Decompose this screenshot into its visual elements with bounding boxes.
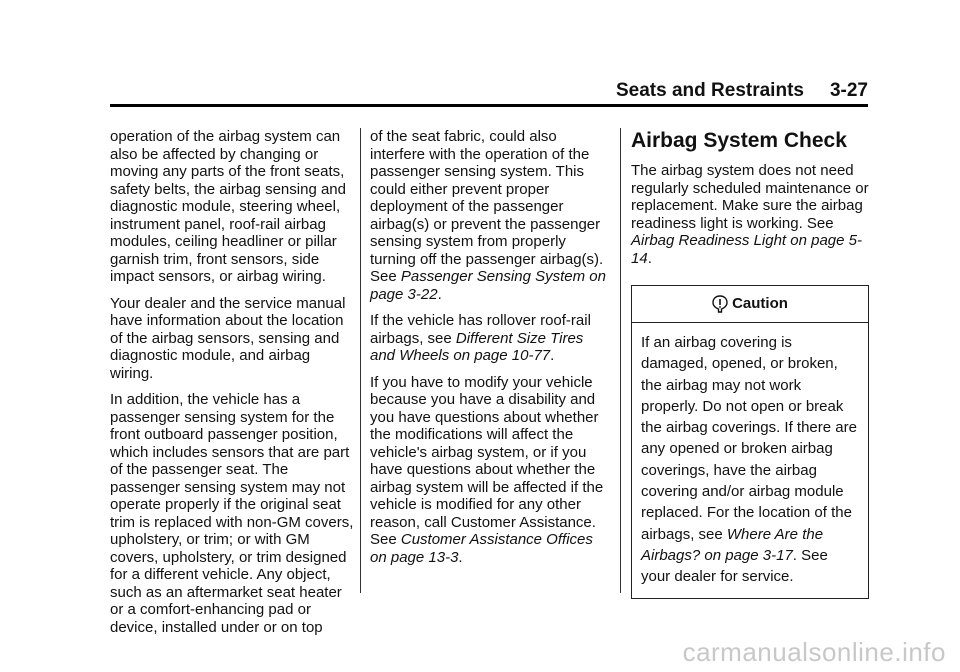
caution-text: If an airbag covering is damaged, opened, or broken, the airbag may not work properly. Do not open or break the airbag coverings. If there are any opened or broken airbag coverings, have the airbag covering and/or airbag module replaced. For the location of the airbags, see xyxy=(641,334,857,543)
paragraph-text: If you have to modify your vehicle because you have a disability and you have questions about whether the modifications will affect the vehicle's airbag system, or if you have questions about whether the airbag system will be affected if the vehicle is modified for any other reason, call Customer Assistance. See xyxy=(370,373,604,548)
paragraph xyxy=(370,312,610,365)
paragraph: Your dealer and the service manual have information about the location of the airbag sensors, sensing and diagnostic module, and airbag wiring. xyxy=(110,294,346,382)
caution-header xyxy=(632,286,868,323)
watermark: carmanualsonline.info xyxy=(682,637,946,667)
section-title-header: Seats and Restraints xyxy=(616,80,804,101)
paragraph-text: The airbag system does not need regularly scheduled maintenance or replacement. Make sure the airbag readiness light is working. See xyxy=(631,162,869,232)
column-3 xyxy=(631,128,869,599)
paragraph-text: of the seat fabric, could also interfere with the operation of the passenger sensing system. This could either prevent proper deployment of the passenger airbag(s) or prevent the passenger sensing system from properly turning off the passenger airbag(s). See xyxy=(370,128,604,285)
cross-reference-link[interactable]: Passenger Sensing System on page 3-22 xyxy=(370,268,606,303)
caution-label: Caution xyxy=(732,295,788,313)
caution-box xyxy=(631,285,869,599)
paragraph xyxy=(370,374,610,567)
page-header xyxy=(0,80,868,102)
column-divider xyxy=(360,128,361,593)
column-2 xyxy=(370,128,610,575)
column-divider xyxy=(620,128,621,593)
page-number: 3-27 xyxy=(829,80,868,101)
cross-reference-link[interactable]: Where Are the Airbags? on page 3-17 xyxy=(641,525,824,564)
cross-reference-link[interactable]: Airbag Readiness Light on page 5-14 xyxy=(631,232,862,267)
paragraph-text: . xyxy=(550,347,555,364)
paragraph-text: . xyxy=(437,285,442,303)
cross-reference-link[interactable]: Different Size Tires and Wheels on page 10-77 xyxy=(370,329,584,364)
header-rule xyxy=(110,104,868,107)
paragraph-text: . xyxy=(458,548,463,566)
paragraph: In addition, the vehicle has a passenger sensing system for the front outboard passenger position, which includes sensors that are part of the passenger seat. The passenger sensing system may not operate properly if the original seat trim is replaced with non-GM covers, upholstery, or trim; or with GM covers, upholstery, or trim designed for a different vehicle. Any object, such as an aftermarket seat heater or a comfort-enhancing pad or device, installed under or on top xyxy=(110,391,354,636)
caution-icon xyxy=(712,295,728,313)
caution-body xyxy=(632,323,868,598)
cross-reference-link[interactable]: Customer Assistance Offices on page 13-3 xyxy=(370,531,593,566)
paragraph: operation of the airbag system can also be affected by changing or moving any parts of the front seats, safety belts, the airbag sensing and diagnostic module, steering wheel, instrument panel, roof-rail airbag modules, ceiling headliner or pillar garnish trim, front sensors, side impact sensors, or airbag wiring. xyxy=(110,128,346,285)
paragraph-text: . xyxy=(647,249,652,267)
paragraph-text: If the vehicle has rollover roof-rail airbags, see xyxy=(370,312,591,347)
paragraph xyxy=(370,128,610,303)
caution-text: . See your dealer for service. xyxy=(641,546,828,586)
column-1 xyxy=(110,128,354,645)
paragraph xyxy=(631,162,869,267)
section-heading: Airbag System Check xyxy=(631,129,847,152)
